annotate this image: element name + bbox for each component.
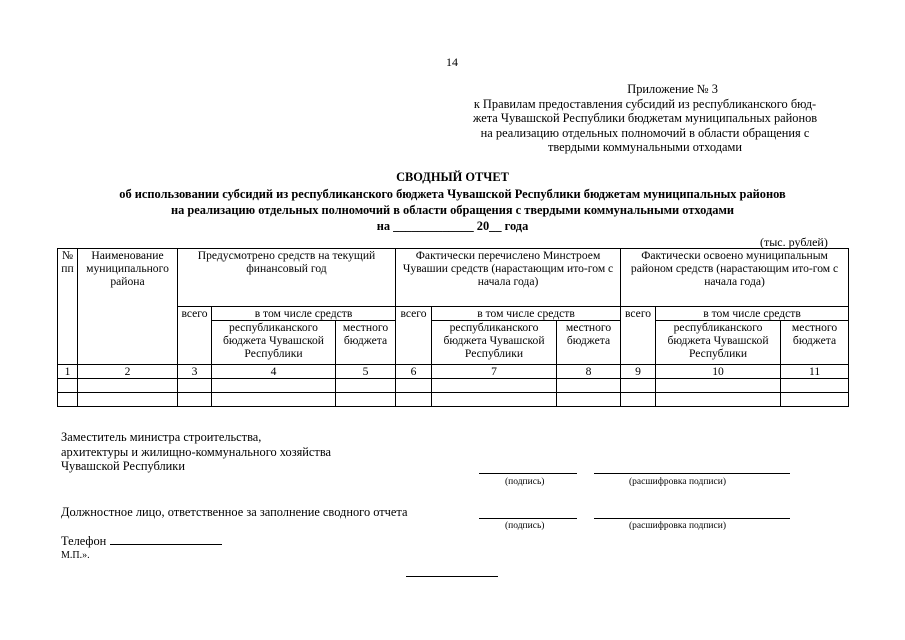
table-row: [58, 393, 849, 407]
header-num: № пп: [58, 249, 78, 365]
col-number: 9: [621, 365, 656, 379]
appendix-line: на реализацию отдельных полномочий в области обращения с: [480, 125, 810, 140]
signature-line: [479, 473, 577, 474]
header-local-budget: местного бюджета: [781, 321, 849, 365]
header-local-budget: местного бюджета: [336, 321, 396, 365]
appendix-line: твердыми коммунальными отходами: [547, 140, 743, 155]
header-used: Фактически освоено муниципальным районом средств (нарастающим ито-гом с начала года): [621, 249, 849, 307]
responsible-official: Должностное лицо, ответственное за заполнение сводного отчета: [61, 505, 408, 519]
column-number-row: [58, 365, 849, 379]
col-number: 2: [78, 365, 178, 379]
header-total: всего: [396, 307, 432, 365]
header-republic-budget: республиканского бюджета Чувашской Республики: [432, 321, 557, 365]
deputy-line: архитектуры и жилищно-коммунального хозяйства: [61, 444, 332, 459]
col-number: 10: [656, 365, 781, 379]
col-number: 8: [557, 365, 621, 379]
decode-caption: (расшифровка подписи): [629, 521, 726, 531]
signature-caption: (подпись): [505, 477, 545, 487]
report-subtitle: на реализацию отдельных полномочий в области обращения с твердыми коммунальными отходами: [170, 203, 735, 217]
appendix-title: Приложение № 3: [627, 82, 718, 96]
header-total: всего: [178, 307, 212, 365]
deputy-line: Чувашской Республики: [61, 459, 185, 474]
units-label: (тыс. рублей): [760, 235, 828, 249]
appendix-header: [440, 82, 850, 155]
page-number: 14: [446, 55, 458, 69]
signature-line: [479, 518, 577, 519]
phone-label: Телефон: [61, 534, 107, 548]
report-title: СВОДНЫЙ ОТЧЕТ: [396, 170, 509, 184]
header-district-name: Наименование муниципального района: [78, 249, 178, 365]
signature-decode-line: [594, 473, 790, 474]
deputy-line: Заместитель министра строительства,: [61, 430, 262, 444]
stamp-place: М.П.».: [61, 550, 90, 561]
header-including: в том числе средств: [212, 307, 396, 321]
header-including: в том числе средств: [656, 307, 849, 321]
header-including: в том числе средств: [432, 307, 621, 321]
footer-divider: [406, 576, 498, 577]
signature-caption: (подпись): [505, 521, 545, 531]
phone-field: [110, 533, 222, 545]
col-number: 7: [432, 365, 557, 379]
col-number: 6: [396, 365, 432, 379]
header-transferred: Фактически перечислено Минстроем Чувашии средств (нарастающим ито-гом с начала года): [396, 249, 621, 307]
col-number: 4: [212, 365, 336, 379]
signature-decode-line: [594, 518, 790, 519]
col-number: 3: [178, 365, 212, 379]
appendix-line: жета Чувашской Республики бюджетам муниципальных районов: [472, 111, 818, 126]
deputy-minister-block: [61, 430, 331, 474]
header-total: всего: [621, 307, 656, 365]
appendix-line: к Правилам предоставления субсидий из республиканского бюд-: [473, 96, 817, 111]
table-row: [58, 379, 849, 393]
col-number: 5: [336, 365, 396, 379]
header-provided: Предусмотрено средств на текущий финансовый год: [178, 249, 396, 307]
header-republic-budget: республиканского бюджета Чувашской Республики: [212, 321, 336, 365]
report-subtitle: об использовании субсидий из республиканского бюджета Чувашской Республики бюджетам муниципальных районов: [119, 187, 786, 201]
decode-caption: (расшифровка подписи): [629, 477, 726, 487]
col-number: 1: [58, 365, 78, 379]
phone-row: [61, 533, 222, 549]
report-table: [57, 248, 849, 407]
header-republic-budget: республиканского бюджета Чувашской Республики: [656, 321, 781, 365]
report-date-line: на _____________ 20__ года: [376, 219, 529, 233]
header-local-budget: местного бюджета: [557, 321, 621, 365]
col-number: 11: [781, 365, 849, 379]
